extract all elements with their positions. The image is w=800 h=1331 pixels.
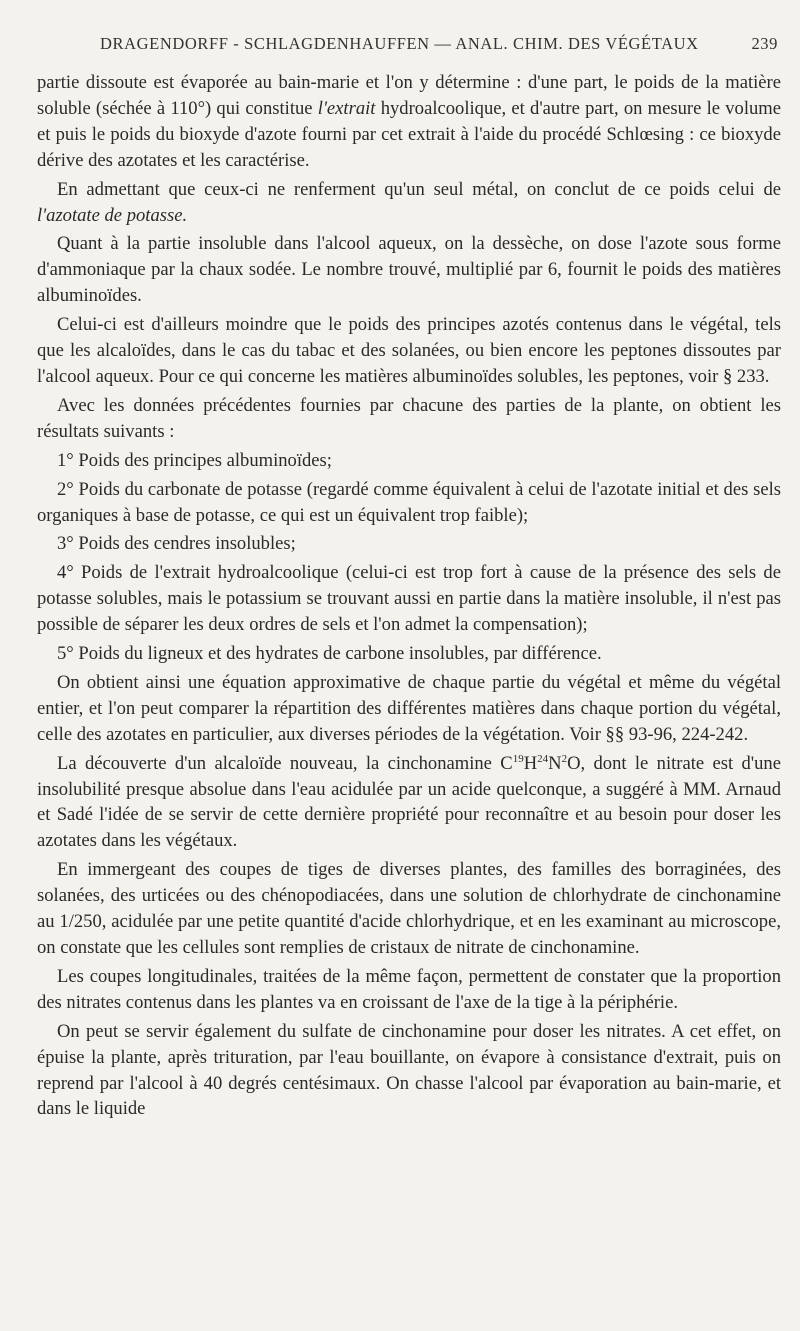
italic-term-azotate: l'azotate de potasse.	[37, 204, 188, 226]
list-item: 1° Poids des principes albuminoïdes;	[57, 449, 332, 471]
list-item: 2° Poids du carbonate de potasse (regardé comme équivalent à celui de l'azotate initial et des sels organiques à base de potasse, ce qui est un équivalent trop faible);	[37, 478, 781, 526]
paragraph-9: Les coupes longitudinales, traitées de la même façon, permettent de constater que la proportion des nitrates contenus dans les plantes va en croissant de l'axe de la tige à la périphérie.	[37, 965, 781, 1013]
list-item: 5° Poids du ligneux et des hydrates de carbone insolubles, par différence.	[57, 643, 602, 665]
paragraph-8: En immergeant des coupes de tiges de diverses plantes, des familles des borraginées, des solanées, des urticées ou des chénopodiacées, dans une solution de chlorhydrate de cinchonamine au 1/250, acidulée par une petite quantité d'acide chlorhydrique, et en les examinant au microscope, on constate que les cellules sont remplies de cristaux de nitrate de cinchonamine.	[37, 859, 781, 958]
paragraph-5: Avec les données précédentes fournies par chacune des parties de la plante, on obtient les résultats suivants :	[37, 394, 781, 442]
paragraph-3: Quant à la partie insoluble dans l'alcool aqueux, on la dessèche, on dose l'azote sous forme d'ammoniaque par la chaux sodée. Le nombre trouvé, multiplié par 6, fournit le poids des matières albuminoïdes.	[37, 233, 781, 307]
running-header	[100, 34, 800, 60]
italic-term-extrait: l'extrait	[317, 97, 376, 119]
body-text	[37, 70, 781, 1125]
paragraph-4: Celui-ci est d'ailleurs moindre que le poids des principes azotés contenus dans le végétal, tels que les alcaloïdes, dans le cas du tabac et des solanées, ou bien encore les peptones dissoutes par l'alcool aqueux. Pour ce qui concerne les matières albuminoïdes solubles, les peptones, voir § 233.	[37, 314, 781, 387]
paragraph-7: La découverte d'un alcaloïde nouveau, la cinchonamine $C^{19}H^{24}N^2O$, dont le nitrate est d'une insolubilité presque absolue dans l'eau acidulée par un acide quelconque, a suggéré à MM. Arnaud et Sadé l'idée de se servir de cette dernière propriété pour reconnaître et au besoin pour doser les azotates dans les végétaux.	[37, 752, 781, 852]
paragraph-10: On peut se servir également du sulfate de cinchonamine pour doser les nitrates. A cet effet, on épuise la plante, après trituration, par l'eau bouillante, on évapore à consistance d'extrait, puis on reprend par l'alcool à 40 degrés centésimaux. On chasse l'alcool par évaporation au bain-marie, et dans le liquide	[37, 1020, 781, 1120]
paragraph-2: En admettant que ceux-ci ne renferment qu'un seul métal, on conclut de ce poids celui de l'azotate de potasse.	[37, 178, 781, 226]
paragraph-1: partie dissoute est évaporée au bain-marie et l'on y détermine : d'une part, le poids de la matière soluble (séchée à 110°) qui constitue l'extrait hydroalcoolique, et d'autre part, on mesure le volume et puis le poids du bioxyde d'azote fourni par cet extrait à l'aide du procédé Schlœsing : ce bioxyde dérive des azotates et les caractérise.	[37, 72, 782, 171]
list-item: 3° Poids des cendres insolubles;	[57, 533, 296, 555]
paragraph-6: On obtient ainsi une équation approximative de chaque partie du végétal et même du végétal entier, et l'on peut comparer la répartition des différentes matières dans chaque portion du végétal, celle des azotates en particulier, aux diverses périodes de la végétation. Voir §§ 93-96, 224-242.	[37, 671, 781, 745]
page-number: 239	[751, 34, 778, 53]
list-item: 4° Poids de l'extrait hydroalcoolique (celui-ci est trop fort à cause de la présence des sels de potasse solubles, mais le potassium se trouvant aussi en partie dans la matière insoluble, il n'est pas possible de séparer les deux ordres de sels et l'on admet la compensation);	[37, 562, 781, 636]
running-title: DRAGENDORFF - SCHLAGDENHAUFFEN — ANAL. CHIM. DES VÉGÉTAUX	[100, 34, 699, 53]
